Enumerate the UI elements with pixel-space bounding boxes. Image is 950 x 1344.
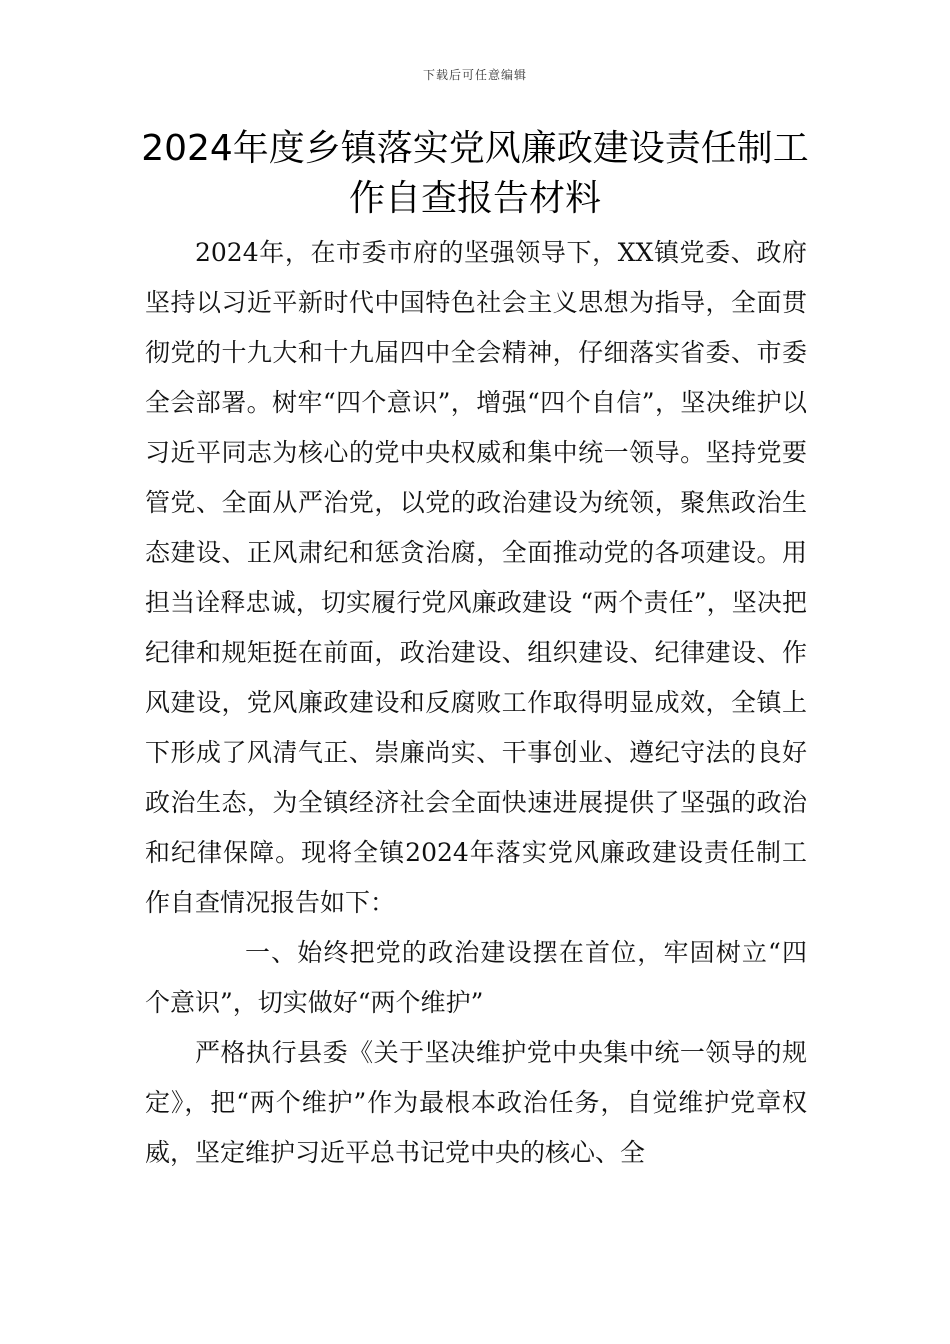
- section-paragraph: 严格执行县委《关于坚决维护党中央集中统一领导的规定》，把“两个维护”作为最根本政治任务，自觉维护党章权威，坚定维护习近平总书记党中央的核心、全: [145, 1038, 807, 1167]
- section-heading: 一、始终把党的政治建设摆在首位，牢固树立“四个意识”，切实做好“两个维护”: [145, 938, 807, 1017]
- intro-paragraph: 2024年，在市委市府的坚强领导下，XX镇党委、政府坚持以习近平新时代中国特色社会主义思想为指导，全面贯彻党的十九大和十九届四中全会精神，仔细落实省委、市委全会部署。树牢“四个意识”，增强“四个自信”，坚决维护以习近平同志为核心的党中央权威和集中统一领导。坚持党要管党、全面从严治党，以党的政治建设为统领，聚焦政治生态建设、正风肃纪和惩贪治腐，全面推动党的各项建设。用担当诠释忠诚，切实履行党风廉政建设 “两个责任”，坚决把纪律和规矩挺在前面，政治建设、组织建设、纪律建设、作风建设，党风廉政建设和反腐败工作取得明显成效，全镇上下形成了风清气正、崇廉尚实、干事创业、遵纪守法的良好政治生态，为全镇经济社会全面快速进展提供了坚强的政治和纪律保障。现将全镇2024年落实党风廉政建设责任制工作自查情况报告如下：: [145, 238, 807, 917]
- header-note: 下载后可任意编辑: [422, 68, 527, 82]
- document-body: [145, 228, 807, 1178]
- document-title: 2024年度乡镇落实党风廉政建设责任制工作自查报告材料: [141, 128, 809, 219]
